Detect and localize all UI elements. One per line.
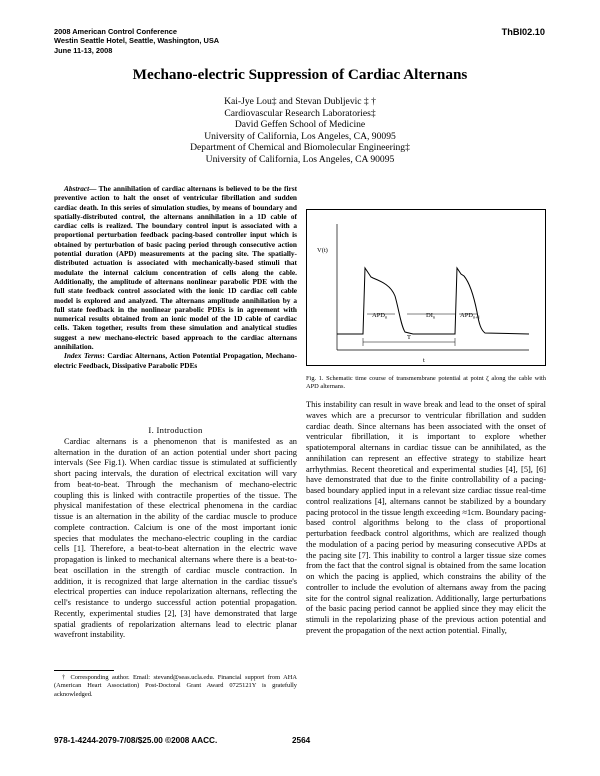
- index-terms: [54, 351, 297, 370]
- di-n-label: $DI_n$: [426, 312, 436, 320]
- author-block: [0, 96, 600, 166]
- footer-isbn: 978-1-4244-2079-7/08/$25.00 ©2008 AACC.: [54, 736, 218, 745]
- abstract: [54, 184, 297, 370]
- conference-dates: June 11-13, 2008: [54, 45, 113, 55]
- t-axis-label: t: [423, 357, 425, 364]
- apd-n1-label: $APD_{n+1}$: [460, 312, 481, 320]
- period-label: T: [407, 334, 411, 341]
- page-number: 2564: [292, 736, 311, 745]
- section-heading: I. Introduction: [148, 425, 203, 435]
- affiliation-line: David Geffen School of Medicine: [234, 119, 366, 131]
- authors: Kai-Jye Lou‡ and Stevan Dubljevic ‡ †: [224, 96, 376, 107]
- apd-n-label: $APD_n$: [372, 312, 388, 320]
- footnote-rule: [54, 670, 114, 671]
- body-paragraph: This instability can result in wave break and lead to the onset of spiral waves which are a precursor to ventricular fibrillation and sudden cardiac death. Since alternans has been associated with the onset of ventricular fibrillation, it is important to explore whether spatiotemporal alternans in cardiac tissue can be annihilated, as the annihilation can represent an effective strategy to stabilize heart arrhythmias. Recent theoretical and experimental studies [4], [5], [6] have demonstrated that due to the finite controllability of a pacing-based boundary applied input in a relevant size cardiac tissue real-time control realizations [4], alternans cannot be stabilized by a boundary pacing protocol in the tissue length exceeding ≈1cm. Boundary pacing-based control algorithms belong to the class of proportional perturbation feedback control algorithms, which are realized though the modulation of a pacing period by measuring consecutive APDs at the pacing site [7]. This inability to control a larger tissue size comes from the fact that the control signal is obtained from the same location on which the pacing is applied, which constrains the ability of the controller to include the evolution of alternans away from the pacing site for the control signal realization. Additionally, large perturbations of the basic pacing period cannot be applied since they may elicit the stimuli in the repolarizing phase of the previous action potential and prevent the propagation of the next action potential. Finally,: [306, 400, 546, 635]
- index-terms-label: Index Terms: [64, 351, 103, 361]
- abstract-label: Abstract: [64, 184, 90, 193]
- figure-caption: Fig. 1. Schematic time course of transmembrane potential at point ζ along the cable with APD alternans.: [306, 375, 546, 391]
- index-terms-text: : Cardiac Alternans, Action Potential Propagation, Mechano-electric Feedback, Dissipative Parabolic PDEs: [54, 351, 297, 370]
- affiliation-line: Department of Chemical and Biomolecular Engineering‡: [190, 142, 410, 154]
- paper-title: Mechano-electric Suppression of Cardiac Alternans: [132, 66, 468, 83]
- affiliation-line: Cardiovascular Research Laboratories‡: [224, 107, 376, 119]
- paper-code: ThBI02.10: [501, 27, 545, 37]
- figure-1: [306, 209, 546, 366]
- right-column: [306, 400, 546, 637]
- conference-header: [54, 27, 219, 55]
- footnote: [54, 674, 297, 699]
- action-potential-trace: [337, 268, 529, 334]
- footnote-text: † Corresponding author. Email: stevand@seas.ucla.edu. Financial support from AHA (American Heart Association) Post-Doctoral Grant Award 0725121Y is gratefully acknowledged.: [54, 674, 297, 698]
- conference-venue: Westin Seattle Hotel, Seattle, Washington, USA: [54, 36, 220, 46]
- affiliation-line: University of California, Los Angeles, CA, 90095: [204, 130, 396, 142]
- abstract-text: — The annihilation of cardiac alternans is believed to be the first preventive action to halt the onset of ventricular fibrillation and sudden cardiac death. In this series of simulation studies, by means of boundary and spatially-distributed control, the alternans annihilation in a 1D cable of cardiac cells is realized. The boundary control input is associated with a proportional perturbation feedback pacing-based controller input which is obtained by perturbation of basic pacing period through consecutive action potential duration (APD) measurements at the pacing site. The spatially-distributed actuation is associated with mechanically-based stimuli that modulate the internal calcium concentration of cells along the cable. Additionally, the amplitude of alternans nonlinear parabolic PDE with the full state feedback control associated with the ionic 1D cardiac cell cable model is explored and analyzed. The alternans amplitude annihilation by a full state feedback in the nonlinear parabolic PDEs is in agreement with numerical results obtained from an ionic model of the 1D cable of cardiac cells. Taken together, results from these simulation and analytical studies suggest a new mechano-electric based approach to the cardiac alternans annihilation.: [54, 184, 297, 352]
- affiliation-line: University of California, Los Angeles, CA 90095: [205, 153, 395, 165]
- action-potential-plot: [307, 210, 545, 365]
- left-column: [54, 423, 297, 641]
- conference-name: 2008 American Control Conference: [54, 27, 177, 36]
- v-axis-label: V(t): [317, 247, 328, 254]
- body-paragraph: Cardiac alternans is a phenomenon that is manifested as an alternation in the duration of an action potential under short pacing intervals (See Fig.1). When cardiac tissue is stimulated at sufficiently short pacing intervals, the duration of electrical excitation will vary from beat-to-beat. Through the mechanism of mechano-electric coupling this is linked with contractile properties of the tissue. The physical manifestation of these electrical phenomena in the cardiac tissue is an alternation in the ability of the cardiac muscle to produce complete contraction. Calcium is one of the most important ionic species that modulates the mechano-electric coupling in the cardiac cells [1]. Therefore, a beat-to-beat alternation in the electric wave propagation is linked to mechanical alternans where there is a beat-to-beat oscillation in the strength of cardiac muscle contraction. In addition, it is recognized that large alternation in the cardiac tissue's electrical properties can induce repolarization alternans, reflecting the cell's resistance to undergo successful action potential propagation. Recently, experimental studies [2], [3] have demonstrated that large spatial gradients of repolarization alternans lead to electric planar wavefront instability.: [54, 436, 297, 640]
